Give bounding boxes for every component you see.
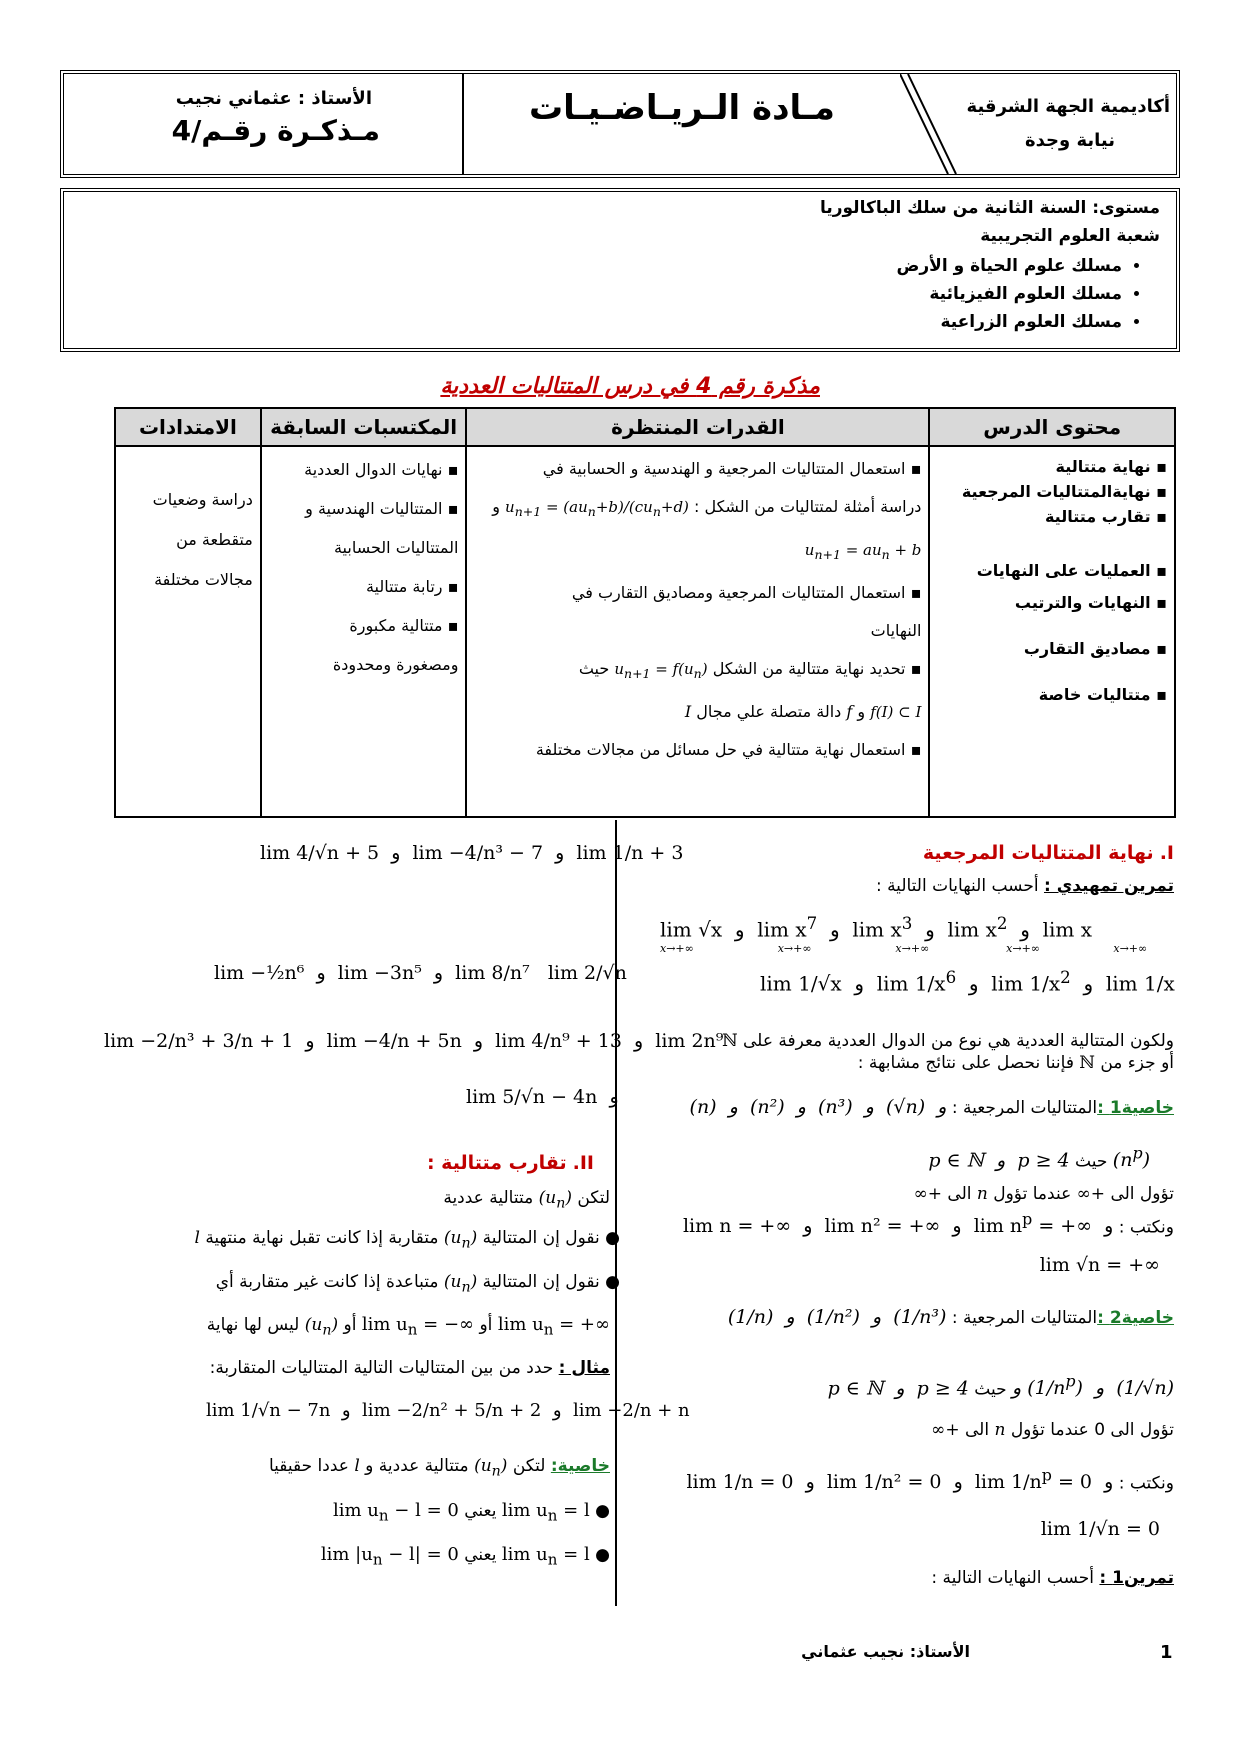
- ability-line: دراسة أمثلة لمتتاليات من الشكل : $u_{n+1} = (au_n+b)/(cu_n+d)$ و: [492, 497, 922, 519]
- header-divider-left: [462, 74, 464, 174]
- tracks-list: [897, 252, 1140, 336]
- property2-sqrt: lim 1/√n = 0: [1040, 1518, 1160, 1540]
- abilities-cell: [466, 446, 929, 817]
- document-title: مذكرة رقم 4 في درس المتتاليات العددية: [440, 374, 820, 399]
- ex1-limits-row3: lim −2/n³ + 3/n + 1 و lim −4/n + 5n و lim 4/n⁹ + 13 و lim 2n⁹: [104, 1030, 724, 1052]
- content-item: ▪ العمليات على النهايات: [976, 561, 1167, 580]
- lesson-table: [114, 407, 1176, 818]
- prior-item: ▪ رتابة متتالية: [365, 577, 459, 596]
- content-item: ▪ نهايةالمتتاليات المرجعية: [961, 482, 1167, 501]
- property2-write: ونكتب : lim 1/n = 0 و lim 1/n² = 0 و $\lim 1/n^p = 0$ و: [686, 1466, 1174, 1494]
- content-item: ▪ تقارب متتالية: [1044, 507, 1167, 526]
- prior-cell: [261, 446, 467, 817]
- content-item: ▪ نهاية متتالية: [1055, 457, 1167, 476]
- property-line: خاصية: لتكن $(u_n)$ متتالية عددية و l عددا حقيقيا: [269, 1456, 610, 1480]
- header-extensions: الامتدادات: [115, 408, 261, 446]
- prior-line: المتتاليات الحسابية: [333, 538, 459, 557]
- content-cell: [929, 446, 1175, 817]
- property-item-2: ● $\lim u_n = l$ يعني $\lim |u_n - l| = 0$: [320, 1544, 610, 1569]
- content-item: ▪ متتاليات خاصة: [1038, 685, 1167, 704]
- divergent-definition: ● نقول إن المتتالية $(u_n)$ متباعدة إذا كانت غير متقاربة أي: [215, 1272, 620, 1296]
- track-item: • مسلك العلوم الفيزيائية: [897, 280, 1122, 308]
- extension-line: متقطعة من: [176, 530, 253, 549]
- warmup-limits-row1: lim √x و $\lim x^7$ و $\lim x^3$ و $\lim x^2$ و lim x: [660, 914, 1092, 942]
- ex1-limits-row1: lim 4/√n + 5 و lim −4/n³ − 7 و lim 1/n + 3: [260, 842, 684, 864]
- warmup-line: تمرين تمهيدي : أحسب النهايات التالية :: [875, 876, 1174, 896]
- ability-item: ▪ استعمال المتتاليات المرجعية ومصاديق التقارب في: [571, 583, 922, 602]
- track-item: • مسلك العلوم الزراعية: [897, 308, 1122, 336]
- extensions-cell: [115, 446, 261, 817]
- extension-line: دراسة وضعيات: [152, 490, 253, 509]
- property1-tends: تؤول الى +∞ عندما تؤول n الى +∞: [913, 1184, 1174, 1204]
- page-number: 1: [1160, 1642, 1173, 1663]
- branch-line: شعبة العلوم التجريبية: [980, 226, 1160, 246]
- prior-item: ▪ نهايات الدوال العددية: [304, 460, 459, 479]
- header-prior: المكتسبات السابقة: [261, 408, 467, 446]
- property1-cond: $(n^p)$ حيث p ∈ ℕ و p ≥ 4: [928, 1144, 1150, 1172]
- ability-line: النهايات: [870, 621, 922, 640]
- memo-number: مـذكـرة رقـم/4: [171, 114, 380, 147]
- ability-line: f(I) ⊂ I و f دالة متصلة علي مجال I: [684, 702, 922, 721]
- content-item: ▪ مصاديق التقارب: [1023, 639, 1167, 658]
- footer-teacher: الأستاذ: نجيب عثماني: [801, 1642, 970, 1661]
- property1-line: خاصية1 :المتتاليات المرجعية : (n) و (n²) و (n³) و (√n) و: [689, 1096, 1174, 1118]
- extension-line: مجالات مختلفة: [154, 570, 253, 589]
- property2-cond: و $(1/n^p)$ و (1/√n) حيث p ∈ ℕ و p ≥ 4: [827, 1372, 1174, 1400]
- ability-item: ▪ استعمال نهاية متتالية في حل مسائل من مجالات مختلفة: [535, 740, 922, 759]
- property1-write: ونكتب : lim n = +∞ و lim n² = +∞ و $\lim n^p$ = +∞ و: [682, 1210, 1174, 1238]
- teacher-name: الأستاذ : عثماني نجيب: [175, 88, 372, 109]
- section2-heading: II. تقارب متتالية :: [426, 1152, 594, 1174]
- column-divider: [615, 820, 617, 1606]
- let-sequence: لتكن $(u_n)$ متتالية عددية: [443, 1188, 610, 1212]
- ability-item: ▪ استعمال المتتاليات المرجعية و الهندسية و الحسابية في: [542, 459, 922, 478]
- track-item: • مسلك علوم الحياة و الأرض: [897, 252, 1122, 280]
- intro-paragraph: ولكون المتتالية العددية هي نوع من الدوال العددية معرفة على ℕ أو جزء من ℕ فإننا نحصل على نتائج مشابهة :: [722, 1031, 1174, 1073]
- property2-tends: تؤول الى 0 عندما تؤول n الى +∞: [931, 1420, 1174, 1440]
- header-divider-right: [900, 74, 960, 174]
- warmup-limits-row1-sub: x→+∞ x→+∞ x→+∞ x→+∞ x→+∞: [660, 942, 1148, 955]
- divergent-cases: $\lim u_n$ = +∞ أو $\lim u_n$ = −∞ أو $(u_n)$ ليس لها نهاية: [206, 1314, 610, 1339]
- property2-line: خاصية2 :المتتاليات المرجعية : (1/n) و (1/n²) و (1/n³): [727, 1306, 1174, 1328]
- ex1-limits-row4: lim 5/√n − 4n و: [466, 1086, 619, 1108]
- directorate-name: نيابة وجدة: [1025, 130, 1115, 151]
- ex1-limits-row2: lim −½n⁶ و lim −3n⁵ و lim 8/n⁷ lim 2/√n: [214, 962, 627, 984]
- ability-line: $u_{n+1} = au_n + b$: [804, 541, 922, 562]
- header-content: محتوى الدرس: [929, 408, 1175, 446]
- header-abilities: القدرات المنتظرة: [466, 408, 929, 446]
- example-limits: lim 1/√n − 7n و lim −2/n² + 5/n + 2 و lim −2/n + n: [206, 1400, 690, 1421]
- property1-sqrt: lim √n = +∞: [1039, 1254, 1160, 1276]
- property-item-1: ● $\lim u_n = l$ يعني $\lim u_n - l = 0$: [332, 1500, 610, 1525]
- level-line: مستوى: السنة الثانية من سلك الباكالوريا: [819, 198, 1160, 218]
- academy-name: أكاديمية الجهة الشرقية: [966, 96, 1170, 117]
- ability-item: ▪ تحديد نهاية متتالية من الشكل $u_{n+1} = f(u_n)$ حيث: [578, 659, 922, 681]
- prior-item: ▪ متتالية مكبورة: [349, 616, 459, 635]
- content-item: ▪ النهايات والترتيب: [1014, 593, 1167, 612]
- subject-title: مـادة الـريـاضـيـات: [528, 88, 835, 128]
- warmup-limits-row2: lim 1/√x و $\lim 1/x^6$ و $\lim 1/x^2$ و lim 1/x: [760, 968, 1175, 996]
- prior-line: ومصغورة ومحدودة: [332, 655, 459, 674]
- exercise1-line: تمرين1 : أحسب النهايات التالية :: [931, 1568, 1174, 1588]
- example-line: مثال : حدد من بين المتتاليات التالية المتتاليات المتقاربة:: [209, 1358, 610, 1378]
- section1-heading: I. نهاية المتتاليات المرجعية: [922, 842, 1174, 864]
- convergent-definition: ● نقول إن المتتالية $(u_n)$ متقاربة إذا كانت تقبل نهاية منتهية l: [194, 1228, 620, 1252]
- prior-item: ▪ المتتاليات الهندسية و: [305, 499, 459, 518]
